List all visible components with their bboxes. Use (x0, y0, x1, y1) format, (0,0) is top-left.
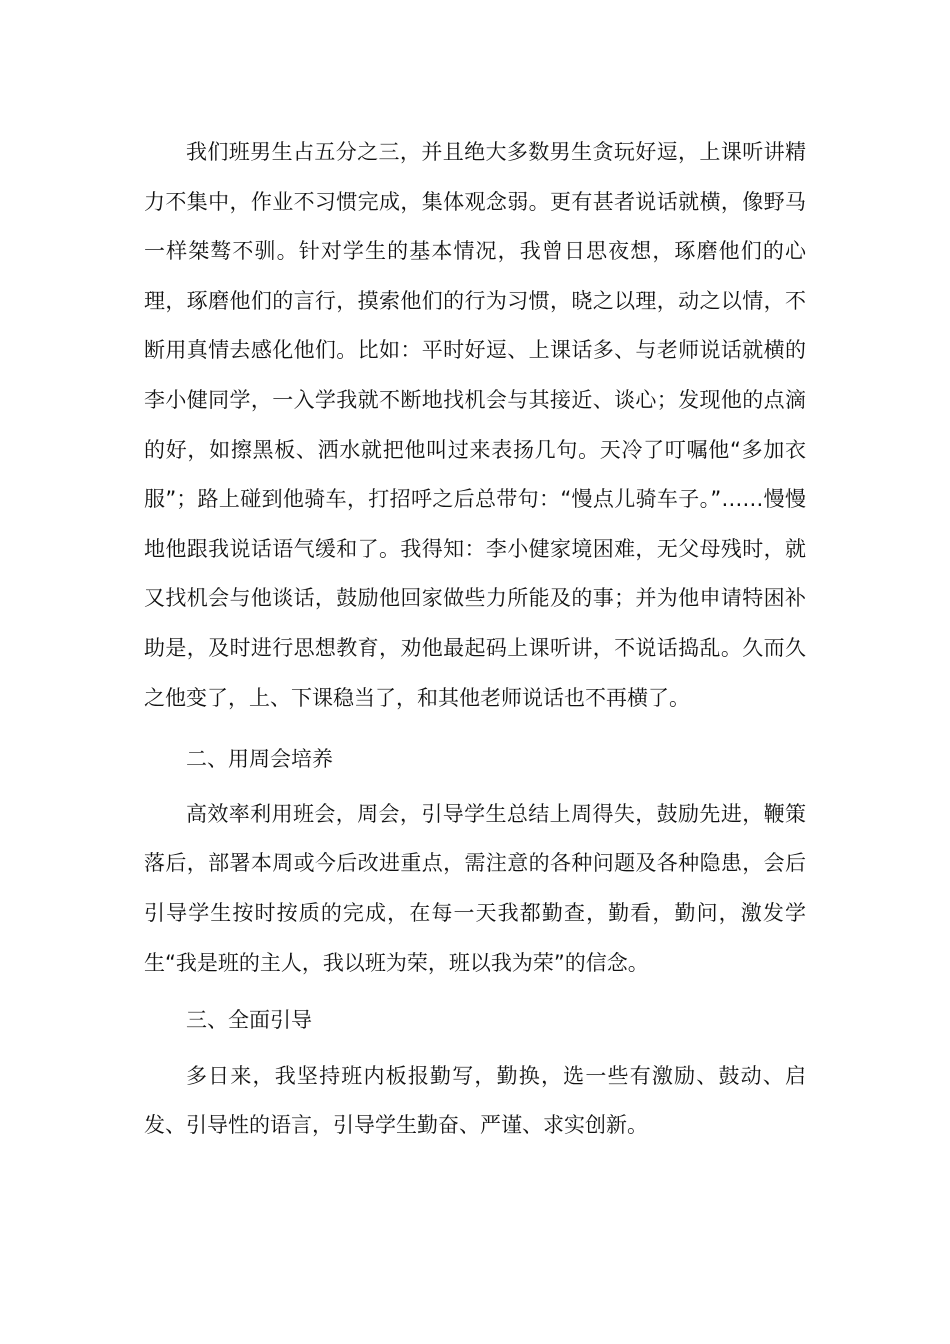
paragraph-blackboard-newspaper: 多日来，我坚持班内板报勤写，勤换，选一些有激励、鼓动、启发、引导性的语言，引导学生勤奋、严谨、求实创新。 (144, 1063, 806, 1138)
document-body (144, 128, 806, 1151)
paragraph-weekly-meeting: 高效率利用班会，周会，引导学生总结上周得失，鼓励先进，鞭策落后，部署本周或今后改进重点，需注意的各种问题及各种隐患，会后引导学生按时按质的完成，在每一天我都勤查，勤看，勤问，激发学生“我是班的主人，我以班为荣，班以我为荣”的信念。 (144, 801, 806, 975)
paragraph-student-situation: 我们班男生占五分之三，并且绝大多数男生贪玩好逗，上课听讲精力不集中，作业不习惯完成，集体观念弱。更有甚者说话就横，像野马一样桀骜不驯。针对学生的基本情况，我曾日思夜想，琢磨他们的心理，琢磨他们的言行，摸索他们的行为习惯，晓之以理，动之以情，不断用真情去感化他们。比如：平时好逗、上课话多、与老师说话就横的李小健同学，一入学我就不断地找机会与其接近、谈心；发现他的点滴的好，如擦黑板、洒水就把他叫过来表扬几句。天冷了叮嘱他“多加衣服”；路上碰到他骑车，打招呼之后总带句：“慢点儿骑车子。”……慢慢地他跟我说话语气缓和了。我得知：李小健家境困难，无父母残时，就又找机会与他谈话，鼓励他回家做些力所能及的事；并为他申请特困补助是，及时进行思想教育，劝他最起码上课听讲，不说话捣乱。久而久之他变了，上、下课稳当了，和其他老师说话也不再横了。 (144, 140, 806, 710)
section-heading-comprehensive-guidance: 三、全面引导 (186, 1008, 312, 1033)
section-heading-weekly-meeting: 二、用周会培养 (186, 747, 333, 772)
